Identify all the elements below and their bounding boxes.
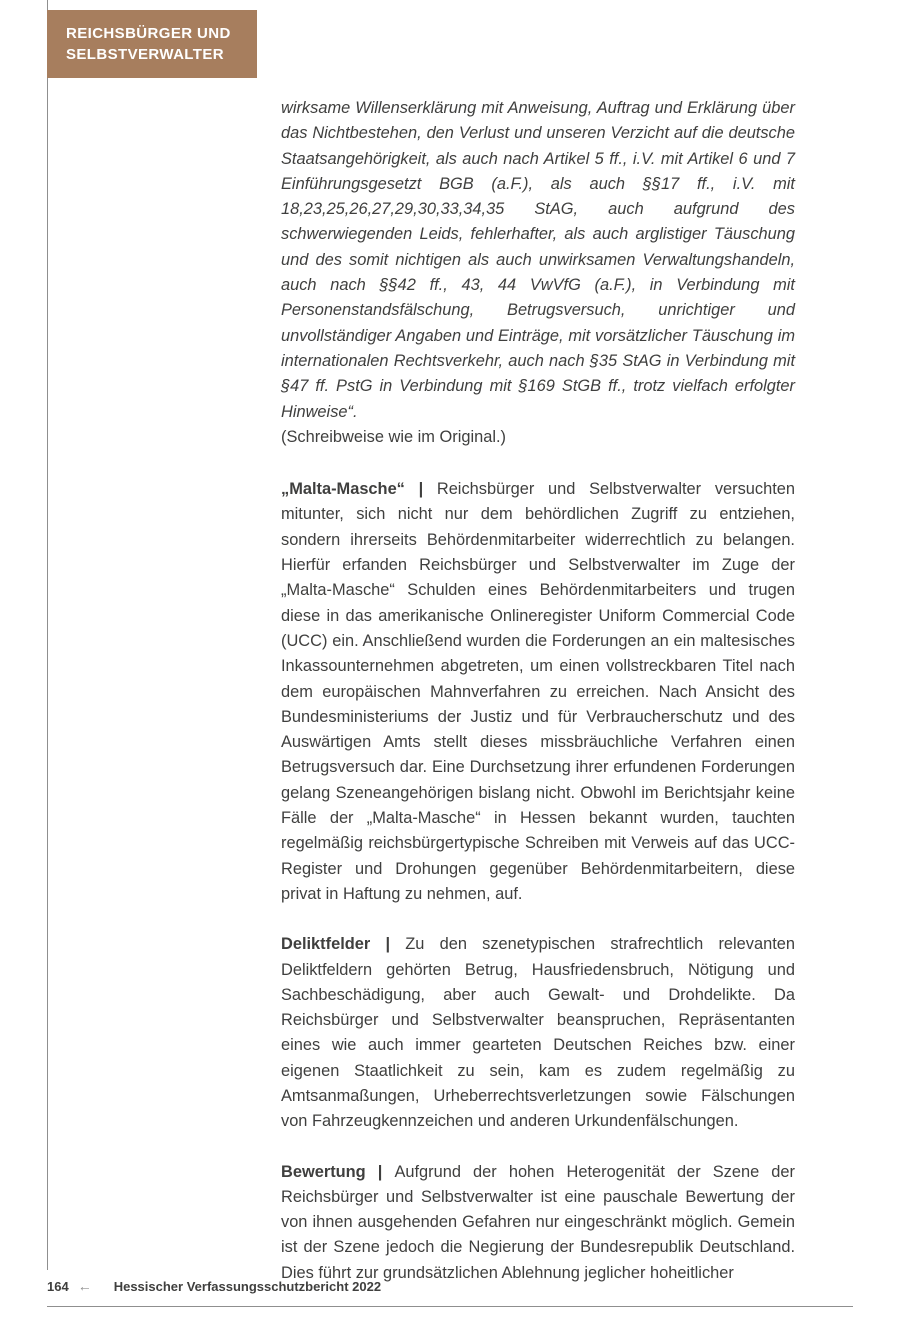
paragraph-lead-deliktfelder: Deliktfelder |: [281, 935, 406, 954]
paragraph-deliktfelder: [281, 932, 795, 1134]
chapter-header-badge: [47, 10, 257, 78]
chapter-header-line2: SELBSTVERWALTER: [66, 46, 224, 63]
quote-italic-text: wirksame Willenserklärung mit Anweisung, Auftrag und Erklärung über das Nichtbestehen, den Verlust und unseren Verzicht auf die deutsche Staatsangehörigkeit, als auch nach Artikel 5 ff., i.V. mit Artikel 6 und 7 Einführungsgesetzt BGB (a.F.), als auch §§17 ff., i.V. mit 18,23,25,26,27,29,30,33,34,35 StAG, auch aufgrund des schwerwiegenden Leids, fehlerhafter, als auch arglistiger Täuschung und des somit nichtigen als auch unwirksamen Verwaltungshandeln, auch nach §§42 ff., 43, 44 VwVfG (a.F.), in Verbindung mit Personenstandsfälschung, Betrugsversuch, unrichtiger und unvollständiger Angaben und Einträge, mit vorsätzlicher Täuschung im internationalen Rechtsverkehr, auch nach §35 StAG in Verbindung mit §47 ff. PstG in Verbindung mit §169 StGB ff., trotz vielfach erfolgter Hinweise“.: [281, 99, 795, 421]
paragraph-bewertung: [281, 1160, 795, 1286]
paragraph-text-bewertung: Aufgrund der hohen Heterogenität der Szene der Reichsbürger und Selbstverwalter ist eine pauschale Bewertung der von ihnen ausgehenden Gefahren nur eingeschränkt möglich. Gemein ist der Szene jedoch die Negierung der Bundesrepublik Deutschland. Dies führt zur grundsätzlichen Ablehnung jeglicher hoheitlicher: [281, 1162, 795, 1282]
page-number: 164: [47, 1279, 69, 1294]
paragraph-lead-malta-masche: „Malta-Masche“ |: [281, 480, 437, 499]
body-text-column: [281, 96, 795, 1311]
paragraph-text-deliktfelder: Zu den szenetypischen strafrechtlich relevanten Deliktfeldern gehörten Betrug, Hausfriedensbruch, Nötigung und Sachbeschädigung, aber auch Gewalt- und Drohdelikte. Da Reichsbürger und Selbstverwalter beanspruchen, Repräsentanten eines wie auch immer gearteten Deutschen Reiches bzw. einer eigenen Staatlichkeit zu sein, kam es zudem regelmäßig zu Amtsanmaßungen, Urheberrechtsverletzungen sowie Fälschungen von Fahrzeugkennzeichen und anderen Urkundenfälschungen.: [281, 935, 795, 1131]
paragraph-text-malta-masche: Reichsbürger und Selbstverwalter versuchten mitunter, sich nicht nur dem behördlichen Zugriff zu entziehen, sondern ihrerseits Behördenmitarbeiter widerrechtlich zu belangen. Hierfür erfanden Reichsbürger und Selbstverwalter im Zuge der „Malta-Masche“ Schulden eines Behördenmitarbeiters und trugen diese in das amerikanische Onlineregister Uniform Commercial Code (UCC) ein. Anschließend wurden die Forderungen an ein maltesisches Inkassounternehmen abgetreten, um einen vollstreckbaren Titel nach dem europäischen Mahnverfahren zu erreichen. Nach Ansicht des Bundesministeriums der Justiz und für Verbraucherschutz und des Auswärtigen Amts stellt dieses missbräuchliche Verfahren einen Betrugsversuch dar. Eine Durchsetzung ihrer erfundenen Forderungen gelang Szeneangehörigen bislang nicht. Obwohl im Berichtsjahr keine Fälle der „Malta-Masche“ in Hessen bekannt wurden, tauchten regelmäßig reichsbürgertypische Schreiben mit Verweis auf das UCC-Register und Drohungen gegenüber Behördenmitarbeitern, diese privat in Haftung zu nehmen, auf.: [281, 480, 795, 903]
paragraph-malta-masche: [281, 477, 795, 907]
back-arrow-icon: ←: [77, 1278, 92, 1294]
page-footer: [47, 1278, 853, 1294]
quote-paragraph: [281, 96, 795, 425]
chapter-header-line1: REICHSBÜRGER UND: [66, 25, 231, 42]
paragraph-lead-bewertung: Bewertung |: [281, 1162, 395, 1181]
quote-source-note: (Schreibweise wie im Original.): [281, 427, 506, 446]
document-title: Hessischer Verfassungsschutzbericht 2022: [113, 1279, 382, 1294]
left-margin-rule: [47, 0, 48, 1270]
footer-rule: [47, 1306, 853, 1307]
